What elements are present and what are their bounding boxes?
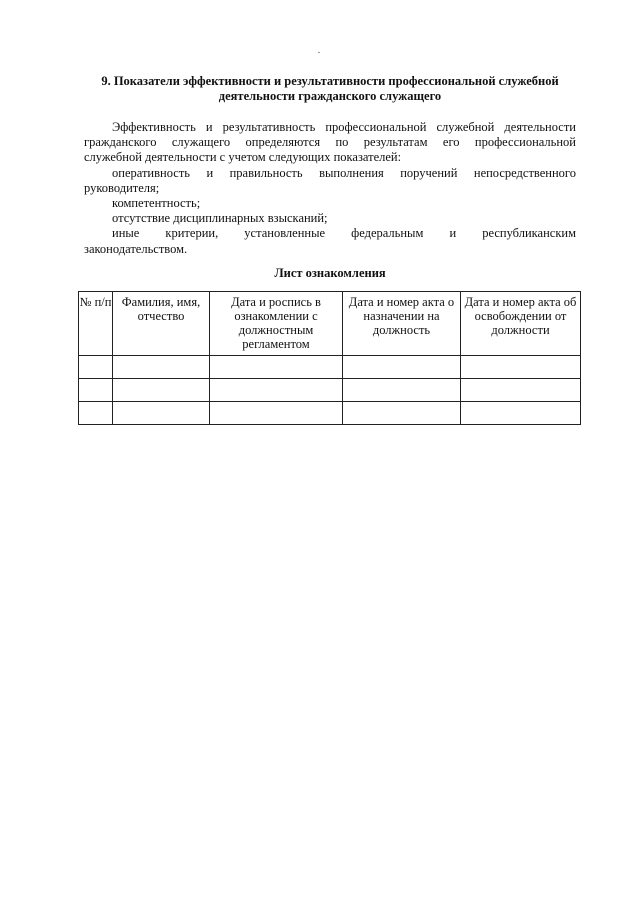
header-appointment-act: Дата и номер акта о назначении на должность [343,292,461,356]
table-cell [79,379,113,402]
item-1-line-2: руководителя; [84,180,160,195]
header-full-name: Фамилия, имя, отчество [113,292,210,356]
table-cell [113,356,210,379]
sheet-title: Лист ознакомления [274,266,386,280]
section-title-line-2: деятельности гражданского служащего [218,89,442,103]
item-4-line-2: законодательством. [84,241,188,256]
table-cell [210,402,343,425]
table-row [79,379,581,402]
table-cell [461,402,581,425]
intro-line-3: служебной деятельности с учетом следующих показателей: [84,150,402,165]
table-row [79,402,581,425]
item-3: отсутствие дисциплинарных взысканий; [112,211,328,226]
item-1-line-1: оперативность и правильность выполнения поручений непосредственного [112,165,576,180]
table-header-row [79,292,581,356]
header-acknowledgement-date-signature: Дата и роспись в ознакомлении с должностным регламентом [210,292,343,356]
table-cell [210,356,343,379]
header-number: № п/п [79,292,113,356]
table-cell [210,379,343,402]
section-title [84,74,576,104]
item-2: компетентность; [112,196,201,211]
item-4-line-1: иные критерии, установленные федеральным и республиканским [112,226,576,241]
table-cell [113,402,210,425]
table-row [79,356,581,379]
table-cell [461,379,581,402]
table-cell [343,402,461,425]
page-mark [318,52,320,53]
table-cell [79,402,113,425]
table-cell [343,356,461,379]
section-title-line-1: 9. Показатели эффективности и результативности профессиональной служебной [101,74,559,88]
table-cell [79,356,113,379]
intro-line-1: Эффективность и результативность профессиональной служебной деятельности [112,120,576,134]
acknowledgement-table [78,291,581,425]
header-dismissal-act: Дата и номер акта об освобождении от должности [461,292,581,356]
table-cell [113,379,210,402]
body-text [84,120,576,257]
table-cell [461,356,581,379]
table-cell [343,379,461,402]
intro-line-2: гражданского служащего определяются по результатам его профессиональной [84,135,576,150]
